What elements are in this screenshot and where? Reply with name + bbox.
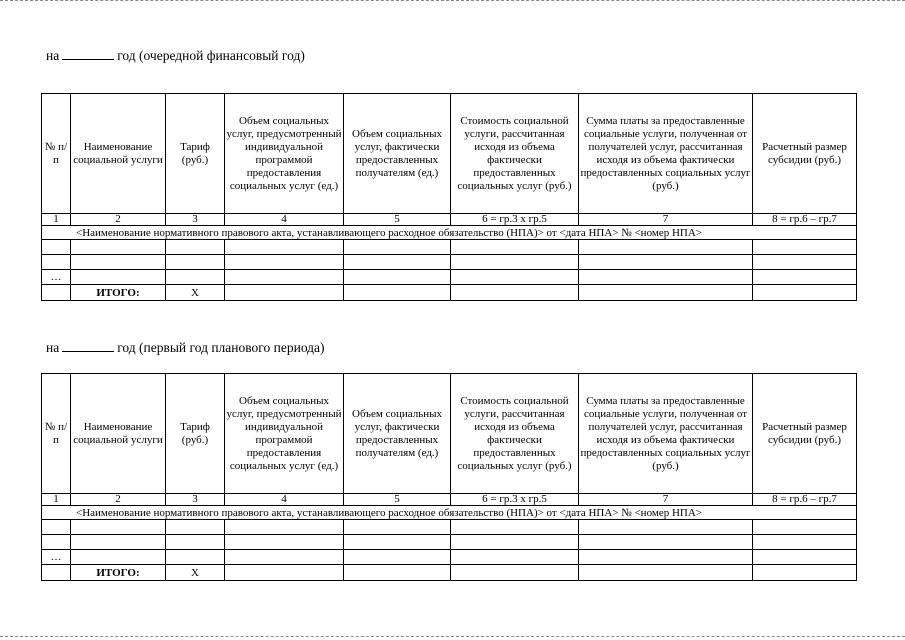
table-cell bbox=[166, 550, 225, 565]
col-header-cost: Стоимость социальной услуги, рассчитанная исходя из объема фактически предоставленных социальных услуг (руб.) bbox=[451, 94, 579, 214]
subsidy-table bbox=[41, 93, 857, 301]
column-number: 6 = гр.3 х гр.5 bbox=[451, 494, 579, 506]
table-cell bbox=[166, 535, 225, 550]
table-cell bbox=[451, 520, 579, 535]
table-cell bbox=[451, 550, 579, 565]
table-cell bbox=[579, 535, 753, 550]
table-cell bbox=[451, 565, 579, 581]
table-cell bbox=[579, 520, 753, 535]
table-cell bbox=[71, 550, 166, 565]
table-cell bbox=[579, 565, 753, 581]
col-header-tariff: Тариф (руб.) bbox=[166, 94, 225, 214]
column-number: 4 bbox=[225, 214, 344, 226]
total-row bbox=[42, 565, 857, 581]
table-cell bbox=[451, 255, 579, 270]
column-number: 2 bbox=[71, 214, 166, 226]
table-cell bbox=[753, 270, 857, 285]
table-cell bbox=[225, 535, 344, 550]
col-header-actual-volume: Объем социальных услуг, фактически предоставленных получателям (ед.) bbox=[344, 94, 451, 214]
table-cell bbox=[753, 520, 857, 535]
table-row bbox=[42, 520, 857, 535]
table-cell bbox=[71, 520, 166, 535]
table-row bbox=[42, 535, 857, 550]
table-cell bbox=[42, 285, 71, 301]
table-cell bbox=[344, 520, 451, 535]
section-heading bbox=[46, 340, 325, 356]
table-cell bbox=[344, 285, 451, 301]
table-cell bbox=[344, 240, 451, 255]
table-cell bbox=[42, 535, 71, 550]
table-cell bbox=[71, 240, 166, 255]
column-number-row bbox=[42, 214, 857, 226]
npa-label: <Наименование нормативного правового акта, устанавливающего расходное обязательство (НПА)> от <дата НПА> № <номер НПА> bbox=[42, 226, 857, 240]
npa-label: <Наименование нормативного правового акта, устанавливающего расходное обязательство (НПА)> от <дата НПА> № <номер НПА> bbox=[42, 506, 857, 520]
table-cell bbox=[344, 270, 451, 285]
table-cell bbox=[753, 285, 857, 301]
ellipsis-row bbox=[42, 550, 857, 565]
column-number: 7 bbox=[579, 214, 753, 226]
column-number-row bbox=[42, 494, 857, 506]
npa-row bbox=[42, 506, 857, 520]
column-number: 7 bbox=[579, 494, 753, 506]
scan-edge-bottom bbox=[0, 636, 905, 637]
table-cell bbox=[344, 565, 451, 581]
col-header-cost: Стоимость социальной услуги, рассчитанная исходя из объема фактически предоставленных социальных услуг (руб.) bbox=[451, 374, 579, 494]
col-header-tariff: Тариф (руб.) bbox=[166, 374, 225, 494]
col-header-service-name: Наименование социальной услуги bbox=[71, 374, 166, 494]
table-cell bbox=[451, 285, 579, 301]
table-cell bbox=[579, 285, 753, 301]
col-header-planned-volume: Объем социальных услуг, предусмотренный индивидуальной программой предоставления социальных услуг (ед.) bbox=[225, 94, 344, 214]
table-cell bbox=[753, 240, 857, 255]
table-cell bbox=[166, 270, 225, 285]
total-row bbox=[42, 285, 857, 301]
col-header-number: № п/п bbox=[42, 94, 71, 214]
col-header-subsidy: Расчетный размер субсидии (руб.) bbox=[753, 374, 857, 494]
column-number: 5 bbox=[344, 494, 451, 506]
table-cell bbox=[579, 550, 753, 565]
col-header-actual-volume: Объем социальных услуг, фактически предоставленных получателям (ед.) bbox=[344, 374, 451, 494]
column-number: 6 = гр.3 х гр.5 bbox=[451, 214, 579, 226]
table-cell bbox=[225, 565, 344, 581]
total-label: ИТОГО: bbox=[71, 565, 166, 581]
table-row bbox=[42, 240, 857, 255]
table-cell bbox=[225, 255, 344, 270]
ellipsis-cell: … bbox=[42, 550, 71, 565]
column-number: 1 bbox=[42, 214, 71, 226]
table-cell bbox=[71, 255, 166, 270]
table-cell bbox=[42, 255, 71, 270]
heading-prefix: на bbox=[46, 340, 60, 355]
table-cell bbox=[71, 535, 166, 550]
col-header-number: № п/п bbox=[42, 374, 71, 494]
table-cell bbox=[225, 240, 344, 255]
total-tariff-mark: Х bbox=[166, 285, 225, 301]
heading-suffix: год (первый год планового периода) bbox=[117, 340, 325, 355]
table-cell bbox=[42, 520, 71, 535]
heading-prefix: на bbox=[46, 48, 60, 63]
year-blank-line bbox=[62, 341, 114, 352]
table-cell bbox=[579, 255, 753, 270]
table-cell bbox=[225, 285, 344, 301]
table-cell bbox=[225, 520, 344, 535]
total-tariff-mark: Х bbox=[166, 565, 225, 581]
table-cell bbox=[344, 535, 451, 550]
table-cell bbox=[166, 520, 225, 535]
header-row bbox=[42, 94, 857, 214]
column-number: 3 bbox=[166, 214, 225, 226]
table-cell bbox=[166, 240, 225, 255]
table-cell bbox=[225, 270, 344, 285]
column-number: 1 bbox=[42, 494, 71, 506]
col-header-payment: Сумма платы за предоставленные социальные услуги, полученная от получателей услуг, рассчитанная исходя из объема фактически предоставленных социальных услуг (руб.) bbox=[579, 374, 753, 494]
table-cell bbox=[225, 550, 344, 565]
scan-edge-top bbox=[0, 0, 905, 1]
section-heading bbox=[46, 48, 305, 64]
column-number: 4 bbox=[225, 494, 344, 506]
table-cell bbox=[42, 565, 71, 581]
table-cell bbox=[166, 255, 225, 270]
table-cell bbox=[753, 550, 857, 565]
table-cell bbox=[451, 535, 579, 550]
table-cell bbox=[344, 550, 451, 565]
year-blank-line bbox=[62, 49, 114, 60]
ellipsis-cell: … bbox=[42, 270, 71, 285]
ellipsis-row bbox=[42, 270, 857, 285]
column-number: 2 bbox=[71, 494, 166, 506]
table-cell bbox=[753, 535, 857, 550]
table-cell bbox=[451, 240, 579, 255]
col-header-payment: Сумма платы за предоставленные социальные услуги, полученная от получателей услуг, рассчитанная исходя из объема фактически предоставленных социальных услуг (руб.) bbox=[579, 94, 753, 214]
table-cell bbox=[42, 240, 71, 255]
col-header-subsidy: Расчетный размер субсидии (руб.) bbox=[753, 94, 857, 214]
table-cell bbox=[344, 255, 451, 270]
table-cell bbox=[753, 565, 857, 581]
table-cell bbox=[753, 255, 857, 270]
header-row bbox=[42, 374, 857, 494]
column-number: 5 bbox=[344, 214, 451, 226]
npa-row bbox=[42, 226, 857, 240]
total-label: ИТОГО: bbox=[71, 285, 166, 301]
table-cell bbox=[579, 270, 753, 285]
col-header-service-name: Наименование социальной услуги bbox=[71, 94, 166, 214]
column-number: 8 = гр.6 – гр.7 bbox=[753, 214, 857, 226]
column-number: 3 bbox=[166, 494, 225, 506]
col-header-planned-volume: Объем социальных услуг, предусмотренный индивидуальной программой предоставления социальных услуг (ед.) bbox=[225, 374, 344, 494]
table-row bbox=[42, 255, 857, 270]
column-number: 8 = гр.6 – гр.7 bbox=[753, 494, 857, 506]
subsidy-table bbox=[41, 373, 857, 581]
table-cell bbox=[71, 270, 166, 285]
table-cell bbox=[451, 270, 579, 285]
table-cell bbox=[579, 240, 753, 255]
heading-suffix: год (очередной финансовый год) bbox=[117, 48, 305, 63]
